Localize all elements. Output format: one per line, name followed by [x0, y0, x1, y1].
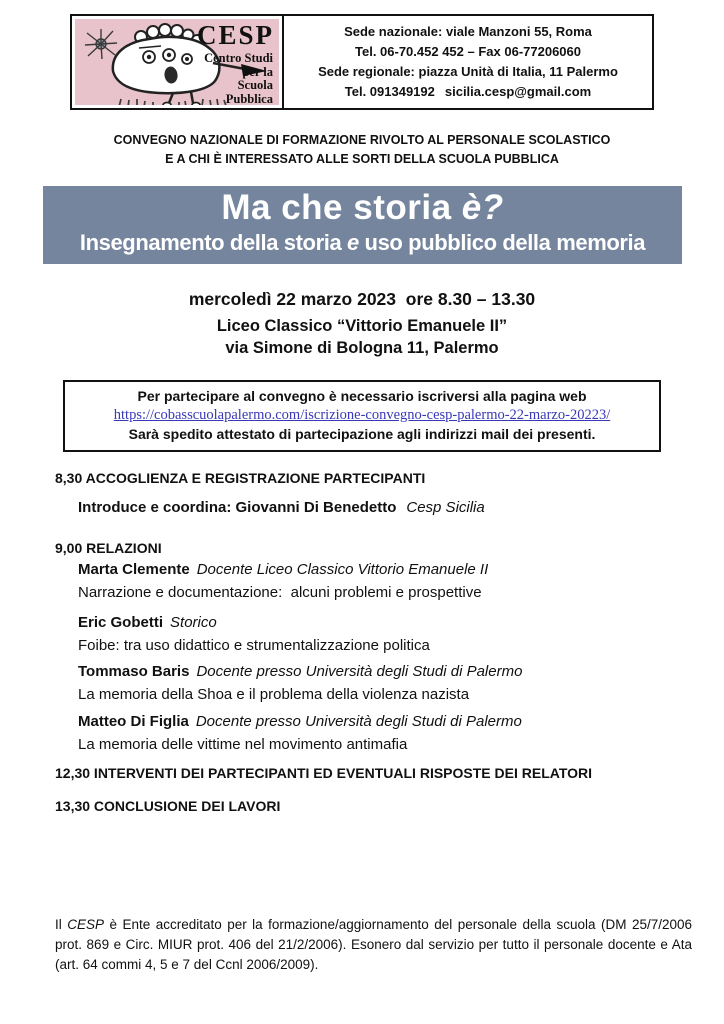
- event-venue: Liceo Classico “Vittorio Emanuele II”: [216, 317, 508, 335]
- cesp-logo-art: [75, 19, 279, 105]
- speaker-topic: La memoria della Shoa e il problema della violenza nazista: [78, 686, 470, 703]
- logo-title: CESP: [196, 20, 274, 50]
- header: [70, 14, 654, 110]
- contact-email: sicilia.cesp@gmail.com: [444, 84, 592, 99]
- registration-note: Sarà spedito attestato di partecipazione agli indirizzi mail dei presenti.: [128, 426, 596, 442]
- speaker-block: [78, 661, 635, 706]
- speaker-role: Docente presso Università degli Studi di Palermo: [195, 713, 522, 730]
- logo-subtitle-line: Scuola: [237, 78, 273, 92]
- event-info: [0, 289, 724, 359]
- program: [55, 467, 635, 817]
- coordinator-affiliation: Cesp Sicilia: [406, 499, 485, 516]
- speaker-name-line: Tommaso Baris Docente presso Università degli Studi di Palermo: [78, 663, 523, 680]
- registration-instruction: Per partecipare al convegno è necessario iscriversi alla pagina web: [137, 388, 587, 404]
- regional-phone: Tel. 091349192: [344, 84, 435, 99]
- sun-doodle-icon: [85, 29, 117, 59]
- contact-line-regional: Sede regionale: piazza Unità di Italia, 11 Palermo: [318, 64, 618, 79]
- speaker-role: Docente Liceo Classico Vittorio Emanuele II: [196, 561, 489, 578]
- accreditation-note: Il CESP è Ente accreditato per la formazione/aggiornamento del personale della scuola (DM 25/7/2006 prot. 869 e Circ. MIUR prot. 406 del 21/2/2006). Esonero dal servizio per tutto il personale docente e Ata (art. 64 commi 4, 5 e 7 del Ccnl 2006/2009).: [55, 917, 692, 972]
- event-address: via Simone di Bologna 11, Palermo: [225, 339, 499, 357]
- program-item-1330: 13,30 CONCLUSIONE DEI LAVORI: [55, 798, 281, 814]
- speaker-topic: La memoria delle vittime nel movimento antimafia: [78, 736, 408, 753]
- banner-title-accent: è?: [461, 188, 504, 227]
- logo-subtitle-line: Pubblica: [225, 91, 273, 105]
- banner-subtitle: Insegnamento della storia e uso pubblico della memoria: [79, 230, 646, 255]
- banner-title: Ma che storia è?: [221, 188, 504, 227]
- contact-line-national: Sede nazionale: viale Manzoni 55, Roma: [344, 24, 592, 39]
- cesp-logo: [72, 16, 284, 108]
- title-banner: [43, 186, 682, 264]
- program-item-0900: 9,00 RELAZIONI: [55, 540, 162, 556]
- speaker-block: [78, 559, 635, 604]
- logo-subtitle-line: Centro Studi: [204, 51, 273, 65]
- contact-info: [284, 16, 652, 108]
- contact-line-phone-fax: Tel. 06-70.452 452 – Fax 06-77206060: [355, 44, 581, 59]
- speaker-name-line: Matteo Di Figlia Docente presso Università degli Studi di Palermo: [78, 713, 522, 730]
- speaker-role: Storico: [170, 614, 217, 631]
- speaker-topic: Narrazione e documentazione: alcuni problemi e prospettive: [78, 584, 482, 601]
- speaker-block: [78, 711, 635, 756]
- speaker-name-line: Marta Clemente Docente Liceo Classico Vittorio Emanuele II: [78, 561, 489, 578]
- program-item-1230: 12,30 INTERVENTI DEI PARTECIPANTI ED EVENTUALI RISPOSTE DEI RELATORI: [55, 765, 593, 781]
- registration-link[interactable]: https://cobasscuolapalermo.com/iscrizione-convegno-cesp-palermo-22-marzo-20223/: [113, 407, 611, 423]
- event-datetime: mercoledì 22 marzo 2023 ore 8.30 – 13.30: [188, 289, 536, 309]
- speaker-block: [78, 612, 635, 657]
- program-coordinator: Introduce e coordina: Giovanni Di Benedetto Cesp Sicilia: [78, 499, 485, 516]
- program-item-0830: 8,30 ACCOGLIENZA E REGISTRAZIONE PARTECIPANTI: [55, 470, 426, 486]
- logo-subtitle-line: per la: [242, 64, 273, 79]
- cesp-acronym: CESP: [67, 917, 104, 932]
- logo-subtitle: [204, 52, 273, 105]
- conference-intro: [0, 131, 724, 169]
- intro-line-1: CONVEGNO NAZIONALE DI FORMAZIONE RIVOLTO AL PERSONALE SCOLASTICO: [113, 133, 611, 147]
- contact-line-tel-email: [284, 82, 652, 102]
- registration-box: [63, 380, 661, 452]
- speaker-name-line: Eric Gobetti Storico: [78, 614, 217, 631]
- intro-line-2: E A CHI È INTERESSATO ALLE SORTI DELLA SCUOLA PUBBLICA: [165, 152, 559, 166]
- speaker-role: Docente presso Università degli Studi di Palermo: [196, 663, 523, 680]
- speaker-topic: Foibe: tra uso didattico e strumentalizzazione politica: [78, 637, 430, 654]
